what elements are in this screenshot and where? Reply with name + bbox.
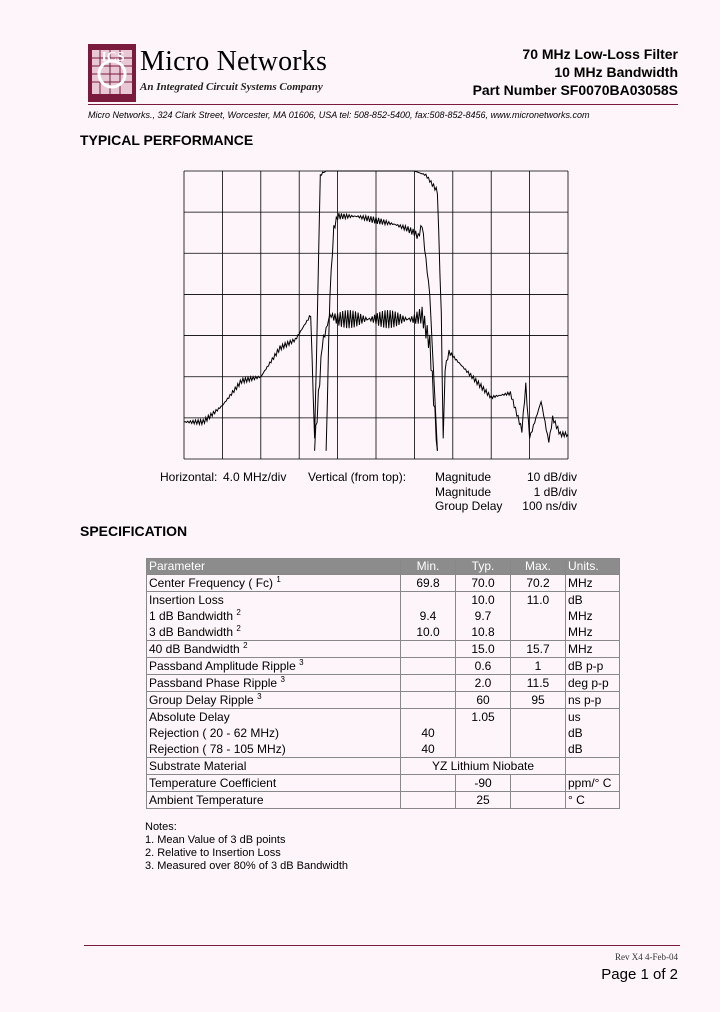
vertical-label: Vertical (from top): xyxy=(308,470,407,484)
notes xyxy=(145,821,348,873)
typ-value: 60 xyxy=(476,693,490,707)
spec-table xyxy=(146,558,620,809)
max-value xyxy=(513,709,563,725)
horizontal-label: Horizontal: xyxy=(160,470,218,484)
brand-tagline: An Integrated Circuit Systems Company xyxy=(140,81,323,93)
svg-text:ICS: ICS xyxy=(101,50,125,65)
max-value: 15.7 xyxy=(526,642,550,656)
trace-scale: 10 dB/div xyxy=(526,470,577,484)
units-value: MHz xyxy=(568,642,593,656)
typ-value: 15.0 xyxy=(471,642,495,656)
parameter-name xyxy=(149,575,398,591)
note-ref: 2 xyxy=(236,608,241,617)
parameter-name xyxy=(149,692,398,708)
trace-scale: 1 dB/div xyxy=(533,485,577,499)
units-value: ° C xyxy=(568,793,585,807)
parameter-name xyxy=(149,709,398,725)
parameter-label: Group Delay Ripple xyxy=(149,693,254,707)
max-value xyxy=(513,775,563,791)
note-item: 3. Measured over 80% of 3 dB Bandwidth xyxy=(145,860,349,872)
max-value xyxy=(513,725,563,741)
units-value: dB p-p xyxy=(568,659,604,673)
typ-value: 70.0 xyxy=(471,576,495,590)
doc-subtitle: 10 MHz Bandwidth xyxy=(554,64,678,80)
note-ref: 2 xyxy=(236,624,241,633)
min-value: 40 xyxy=(421,726,435,740)
spec-row xyxy=(147,692,620,709)
typ-value: 0.6 xyxy=(474,659,492,673)
max-value: 1 xyxy=(534,659,542,673)
typ-value: 10.8 xyxy=(471,625,495,639)
spec-row xyxy=(147,709,620,758)
parameter-name xyxy=(149,624,398,640)
units-value: dB xyxy=(568,593,583,607)
trace-name: Magnitude xyxy=(435,470,492,484)
typ-value xyxy=(458,741,508,757)
spec-row xyxy=(147,592,620,641)
trace-name: Magnitude xyxy=(435,485,492,499)
units-value: us xyxy=(568,710,581,724)
column-header: Max. xyxy=(511,559,566,575)
horizontal-value: 4.0 MHz/div xyxy=(223,470,287,484)
max-value xyxy=(513,741,563,757)
parameter-label: Insertion Loss xyxy=(149,593,224,607)
part-number: Part Number SF0070BA03058S xyxy=(472,82,678,98)
page-number: Page 1 of 2 xyxy=(601,966,678,983)
spec-row xyxy=(147,658,620,675)
max-value: 70.2 xyxy=(526,576,550,590)
performance-plot xyxy=(180,165,572,465)
min-value: 40 xyxy=(421,742,435,756)
revision: Rev X4 4-Feb-04 xyxy=(615,952,678,962)
typ-value: 2.0 xyxy=(474,676,492,690)
company-address: Micro Networks., 324 Clark Street, Worcester, MA 01606, USA tel: 508-852-5400, fax:508-852-8456, www.micronetworks.com xyxy=(88,110,590,120)
parameter-label: 40 dB Bandwidth xyxy=(149,642,240,656)
spec-row xyxy=(147,775,620,792)
typ-value: 25 xyxy=(476,793,490,807)
parameter-label: Ambient Temperature xyxy=(149,793,264,807)
plot-grid xyxy=(184,171,568,459)
min-value xyxy=(403,675,453,691)
notes-title: Notes: xyxy=(145,821,177,833)
parameter-label: 1 dB Bandwidth xyxy=(149,609,234,623)
note-ref: 3 xyxy=(280,675,285,684)
note-item: 2. Relative to Insertion Loss xyxy=(145,847,281,859)
min-value xyxy=(403,641,453,657)
doc-title: 70 MHz Low-Loss Filter xyxy=(522,46,678,62)
min-value: 10.0 xyxy=(416,625,440,639)
spec-header-row xyxy=(147,559,620,575)
units-value: dB xyxy=(568,742,583,756)
note-item: 1. Mean Value of 3 dB points xyxy=(145,834,286,846)
max-value xyxy=(513,792,563,808)
ics-logo xyxy=(88,44,136,102)
units-value: deg p-p xyxy=(568,676,609,690)
min-value xyxy=(403,775,453,791)
header-divider xyxy=(88,104,678,105)
min-value xyxy=(403,592,453,608)
units-value xyxy=(568,758,617,774)
footer-divider xyxy=(84,945,680,946)
parameter-name xyxy=(149,675,398,691)
spec-row xyxy=(147,758,620,775)
parameter-label: Center Frequency ( Fc) xyxy=(149,576,274,590)
typ-value: 1.05 xyxy=(471,710,495,724)
parameter-label: Temperature Coefficient xyxy=(149,776,277,790)
spec-row xyxy=(147,675,620,692)
performance-heading: TYPICAL PERFORMANCE xyxy=(80,132,254,148)
spec-row xyxy=(147,641,620,658)
min-value xyxy=(403,709,453,725)
parameter-name xyxy=(149,741,398,757)
spec-row xyxy=(147,575,620,592)
column-header: Parameter xyxy=(147,559,401,575)
note-ref: 1 xyxy=(276,575,281,584)
max-value xyxy=(513,624,563,640)
units-value: ns p-p xyxy=(568,693,602,707)
typ-value: -90 xyxy=(474,776,492,790)
merged-value: YZ Lithium Niobate xyxy=(401,758,566,775)
column-header: Units. xyxy=(566,559,620,575)
min-value: 9.4 xyxy=(419,609,437,623)
parameter-label: Absolute Delay xyxy=(149,710,230,724)
column-header: Min. xyxy=(401,559,456,575)
max-value: 11.5 xyxy=(526,676,550,690)
parameter-name xyxy=(149,775,398,791)
typ-value: 10.0 xyxy=(471,593,495,607)
max-value xyxy=(513,608,563,624)
typ-value: 9.7 xyxy=(474,609,492,623)
max-value: 95 xyxy=(531,693,545,707)
parameter-label: Passband Amplitude Ripple xyxy=(149,659,296,673)
parameter-name xyxy=(149,725,398,741)
units-value: MHz xyxy=(568,625,593,639)
spec-row xyxy=(147,792,620,809)
min-value xyxy=(403,658,453,674)
min-value: 69.8 xyxy=(416,576,440,590)
parameter-label: Passband Phase Ripple xyxy=(149,676,278,690)
parameter-label: Rejection ( 20 - 62 MHz) xyxy=(149,726,280,740)
trace-name: Group Delay xyxy=(435,499,503,513)
parameter-name xyxy=(149,758,398,774)
trace-scale: 100 ns/div xyxy=(522,499,577,513)
typ-value xyxy=(458,725,508,741)
min-value xyxy=(403,692,453,708)
column-header: Typ. xyxy=(456,559,511,575)
parameter-label: 3 dB Bandwidth xyxy=(149,625,234,639)
units-value: MHz xyxy=(568,609,593,623)
magnitude-1db-trace xyxy=(326,213,437,451)
units-value: ppm/° C xyxy=(568,776,612,790)
brand-name: Micro Networks xyxy=(140,46,328,77)
parameter-label: Rejection ( 78 - 105 MHz) xyxy=(149,742,286,756)
parameter-name xyxy=(149,641,398,657)
note-ref: 3 xyxy=(299,658,304,667)
units-value: MHz xyxy=(568,576,593,590)
parameter-name xyxy=(149,792,398,808)
parameter-label: Substrate Material xyxy=(149,759,247,773)
parameter-name xyxy=(149,608,398,624)
min-value xyxy=(403,792,453,808)
note-ref: 2 xyxy=(243,641,248,650)
units-value: dB xyxy=(568,726,583,740)
specification-heading: SPECIFICATION xyxy=(80,523,188,539)
parameter-name xyxy=(149,658,398,674)
parameter-name xyxy=(149,592,398,608)
max-value: 11.0 xyxy=(526,593,550,607)
note-ref: 3 xyxy=(257,692,262,701)
